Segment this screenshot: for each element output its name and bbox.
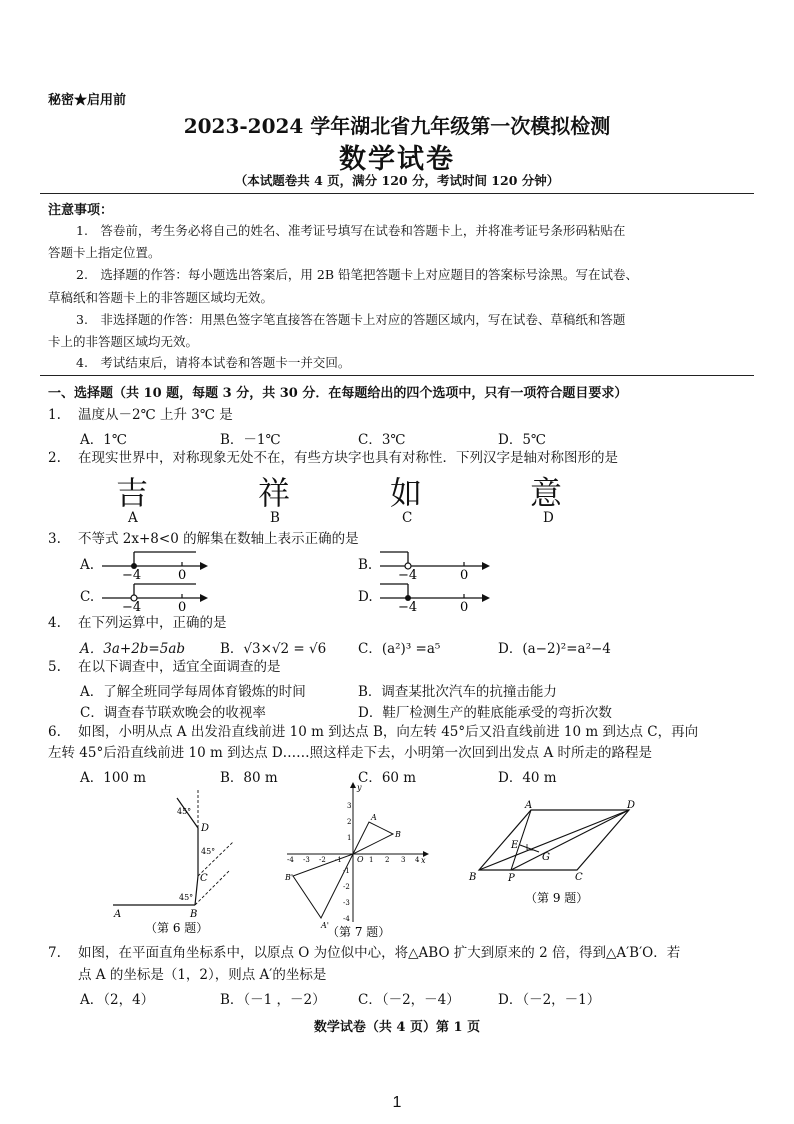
- note-3a: 3. 非选择题的作答：用黑色签字笔直接答在答题卡上对应的答题区域内，写在试卷、草稿纸和答题: [76, 312, 626, 327]
- f7-xtick-4: 4: [415, 856, 420, 864]
- note-1a: 1. 答卷前，考生务必将自己的姓名、准考证号填写在试卷和答题卡上，并将准考证号条形码粘贴在: [76, 223, 626, 238]
- notes-heading: 注意事项：: [48, 203, 114, 218]
- q4-option-c: C．(a²)³ =a⁵: [358, 641, 441, 657]
- q4-stem: 在下列运算中，正确的是: [78, 615, 227, 631]
- f6-label-d: D: [201, 823, 210, 834]
- figure-7: [283, 782, 433, 942]
- q6-stem-line1: 如图，小明从点 A 出发沿直线前进 10 m 到达点 B，向左转 45°后又沿直线前进 10 m 到达点 C，再向: [78, 724, 699, 740]
- page-number: 1: [392, 1094, 402, 1111]
- q3-a-label-zero: 0: [178, 568, 187, 583]
- q2-number: 2.: [48, 450, 61, 466]
- q4-option-a: A．3a+2b=5ab: [80, 641, 186, 657]
- divider-top: [40, 193, 754, 194]
- f9-label-g: G: [542, 852, 550, 863]
- f9-label-c: C: [575, 872, 583, 883]
- f7-ytick-m3: -3: [343, 899, 350, 907]
- q3-number: 3.: [48, 531, 61, 547]
- f7-label-o: O: [357, 855, 364, 864]
- q5-option-d: D．鞋厂检测生产的鞋底能承受的弯折次数: [358, 705, 612, 721]
- q2-char-d: 意: [530, 474, 563, 512]
- figure-9: [465, 798, 645, 938]
- f7-caption: （第 7 题）: [327, 925, 391, 939]
- q6-number: 6.: [48, 724, 61, 740]
- q4-option-b: B．√3×√2 = √6: [220, 641, 327, 657]
- q4-option-d: D．(a−2)²=a²−4: [498, 641, 611, 657]
- f7-xtick-2: 2: [385, 856, 390, 864]
- f9-label-p: P: [508, 873, 515, 884]
- f7-x-axis-label: x: [421, 856, 426, 865]
- f7-xtick-1: 1: [369, 856, 374, 864]
- q3-c-label-neg4: −4: [122, 600, 142, 615]
- f7-ytick-3: 3: [347, 802, 352, 810]
- f7-xtick-m1: -1: [335, 856, 342, 864]
- q5-option-a: A．了解全班同学每周体育锻炼的时间: [80, 684, 306, 700]
- q6-option-c: C．60 m: [358, 770, 417, 786]
- f7-ytick-m4: -4: [343, 915, 350, 923]
- q1-option-c: C．3℃: [358, 432, 406, 448]
- q5-stem: 在以下调查中，适宜全面调查的是: [78, 659, 281, 675]
- q3-numberline-d: [378, 580, 498, 620]
- f9-label-d: D: [627, 800, 636, 811]
- q1-stem: 温度从－2℃ 上升 3℃ 是: [78, 407, 233, 423]
- f6-label-b: B: [190, 909, 198, 920]
- q1-option-d: D．5℃: [498, 432, 547, 448]
- f6-label-a: A: [114, 909, 122, 920]
- f6-label-c: C: [200, 873, 208, 884]
- q2-char-c: 如: [390, 474, 423, 512]
- q1-option-b: B．－1℃: [220, 432, 281, 448]
- q2-stem: 在现实世界中，对称现象无处不在，有些方块字也具有对称性．下列汉字是轴对称图形的是: [78, 450, 618, 466]
- f6-caption: （第 6 题）: [145, 921, 209, 935]
- q3-d-label-zero: 0: [460, 600, 469, 615]
- figure-6: [105, 788, 255, 938]
- q2-label-d: D: [543, 510, 554, 526]
- q3-b-label-neg4: −4: [398, 568, 418, 583]
- q3-option-a: A.: [80, 557, 95, 573]
- f9-label-a: A: [525, 800, 533, 811]
- f7-label-b: B: [395, 830, 401, 839]
- q3-c-label-zero: 0: [178, 600, 187, 615]
- exam-title: 2023-2024 学年湖北省九年级第一次模拟检测: [183, 114, 611, 138]
- section-heading: 一、选择题（共 10 题，每题 3 分，共 30 分．在每题给出的四个选项中，只有一项符合题目要求）: [48, 386, 628, 401]
- f6-angle-3: 45°: [179, 893, 194, 902]
- f7-ytick-m1: -1: [343, 867, 350, 875]
- f7-label-a-prime: A': [321, 921, 329, 930]
- q7-option-b: B．（－1 ，－2）: [220, 992, 326, 1008]
- q5-option-b: B．调查某批次汽车的抗撞击能力: [358, 684, 557, 700]
- q1-number: 1.: [48, 407, 61, 423]
- note-3b: 卡上的非答题区域均无效。: [48, 334, 199, 349]
- q2-char-b: 祥: [258, 474, 291, 512]
- q3-option-c: C.: [80, 589, 95, 605]
- q7-stem-line1: 如图，在平面直角坐标系中，以原点 O 为位似中心，将△ABO 扩大到原来的 2 倍，得到△A′B′O．若: [78, 945, 681, 961]
- note-4: 4. 考试结束后，请将本试卷和答题卡一并交回。: [76, 355, 351, 370]
- confidential-label: 秘密★启用前: [48, 93, 127, 108]
- f7-label-a: A: [371, 813, 377, 822]
- q3-a-label-neg4: −4: [122, 568, 142, 583]
- f6-angle-2: 45°: [201, 847, 216, 856]
- q2-label-a: A: [128, 510, 138, 526]
- q7-stem-line2: 点 A 的坐标是（1，2），则点 A′的坐标是: [78, 967, 327, 983]
- q3-option-d: D.: [358, 589, 373, 605]
- q4-number: 4.: [48, 615, 61, 631]
- q2-char-a: 吉: [116, 474, 149, 512]
- q3-stem: 不等式 2x+8<0 的解集在数轴上表示正确的是: [78, 531, 359, 547]
- f9-label-b: B: [469, 872, 477, 883]
- f7-xtick-m4: -4: [287, 856, 294, 864]
- q6-option-d: D．40 m: [498, 770, 557, 786]
- f7-ytick-1: 1: [347, 834, 352, 842]
- f7-label-b-prime: B': [285, 873, 294, 882]
- f9-caption: （第 9 题）: [525, 891, 589, 905]
- note-1b: 答题卡上指定位置。: [48, 245, 161, 260]
- q6-stem-line2: 左转 45°后沿直线前进 10 m 到达点 D……照这样走下去，小明第一次回到出发点 A 时所走的路程是: [48, 745, 653, 761]
- q7-option-a: A．（2，4）: [80, 992, 155, 1008]
- q5-number: 5.: [48, 659, 61, 675]
- q7-option-d: D．（－2，－1）: [498, 992, 601, 1008]
- f7-ytick-m2: -2: [343, 883, 350, 891]
- note-2a: 2. 选择题的作答：每小题选出答案后，用 2B 铅笔把答题卡上对应题目的答案标号涂黑。写在试卷、: [76, 267, 639, 282]
- q7-number: 7.: [48, 945, 61, 961]
- f7-ytick-2: 2: [347, 818, 352, 826]
- q7-option-c: C．（－2，－4）: [358, 992, 460, 1008]
- q5-option-c: C．调查春节联欢晚会的收视率: [80, 705, 266, 721]
- exam-info: （本试题卷共 4 页，满分 120 分，考试时间 120 分钟）: [234, 173, 560, 188]
- f6-angle-1: 45°: [177, 807, 192, 816]
- f7-xtick-m3: -3: [303, 856, 310, 864]
- subject-title: 数学试卷: [339, 144, 455, 175]
- q3-b-label-zero: 0: [460, 568, 469, 583]
- q6-option-a: A．100 m: [80, 770, 147, 786]
- f7-xtick-m2: -2: [319, 856, 326, 864]
- q1-option-a: A．1℃: [80, 432, 127, 448]
- note-2b: 草稿纸和答题卡上的非答题区域均无效。: [48, 290, 274, 305]
- divider-bottom: [40, 375, 754, 376]
- q3-option-b: B.: [358, 557, 373, 573]
- q2-label-c: C: [402, 510, 413, 526]
- page-footer: 数学试卷（共 4 页）第 1 页: [313, 1020, 481, 1035]
- q3-d-label-neg4: −4: [398, 600, 418, 615]
- f9-label-e: E: [511, 840, 519, 851]
- q2-label-b: B: [270, 510, 280, 526]
- q6-option-b: B．80 m: [220, 770, 278, 786]
- f7-xtick-3: 3: [401, 856, 406, 864]
- f7-y-axis-label: y: [357, 783, 362, 792]
